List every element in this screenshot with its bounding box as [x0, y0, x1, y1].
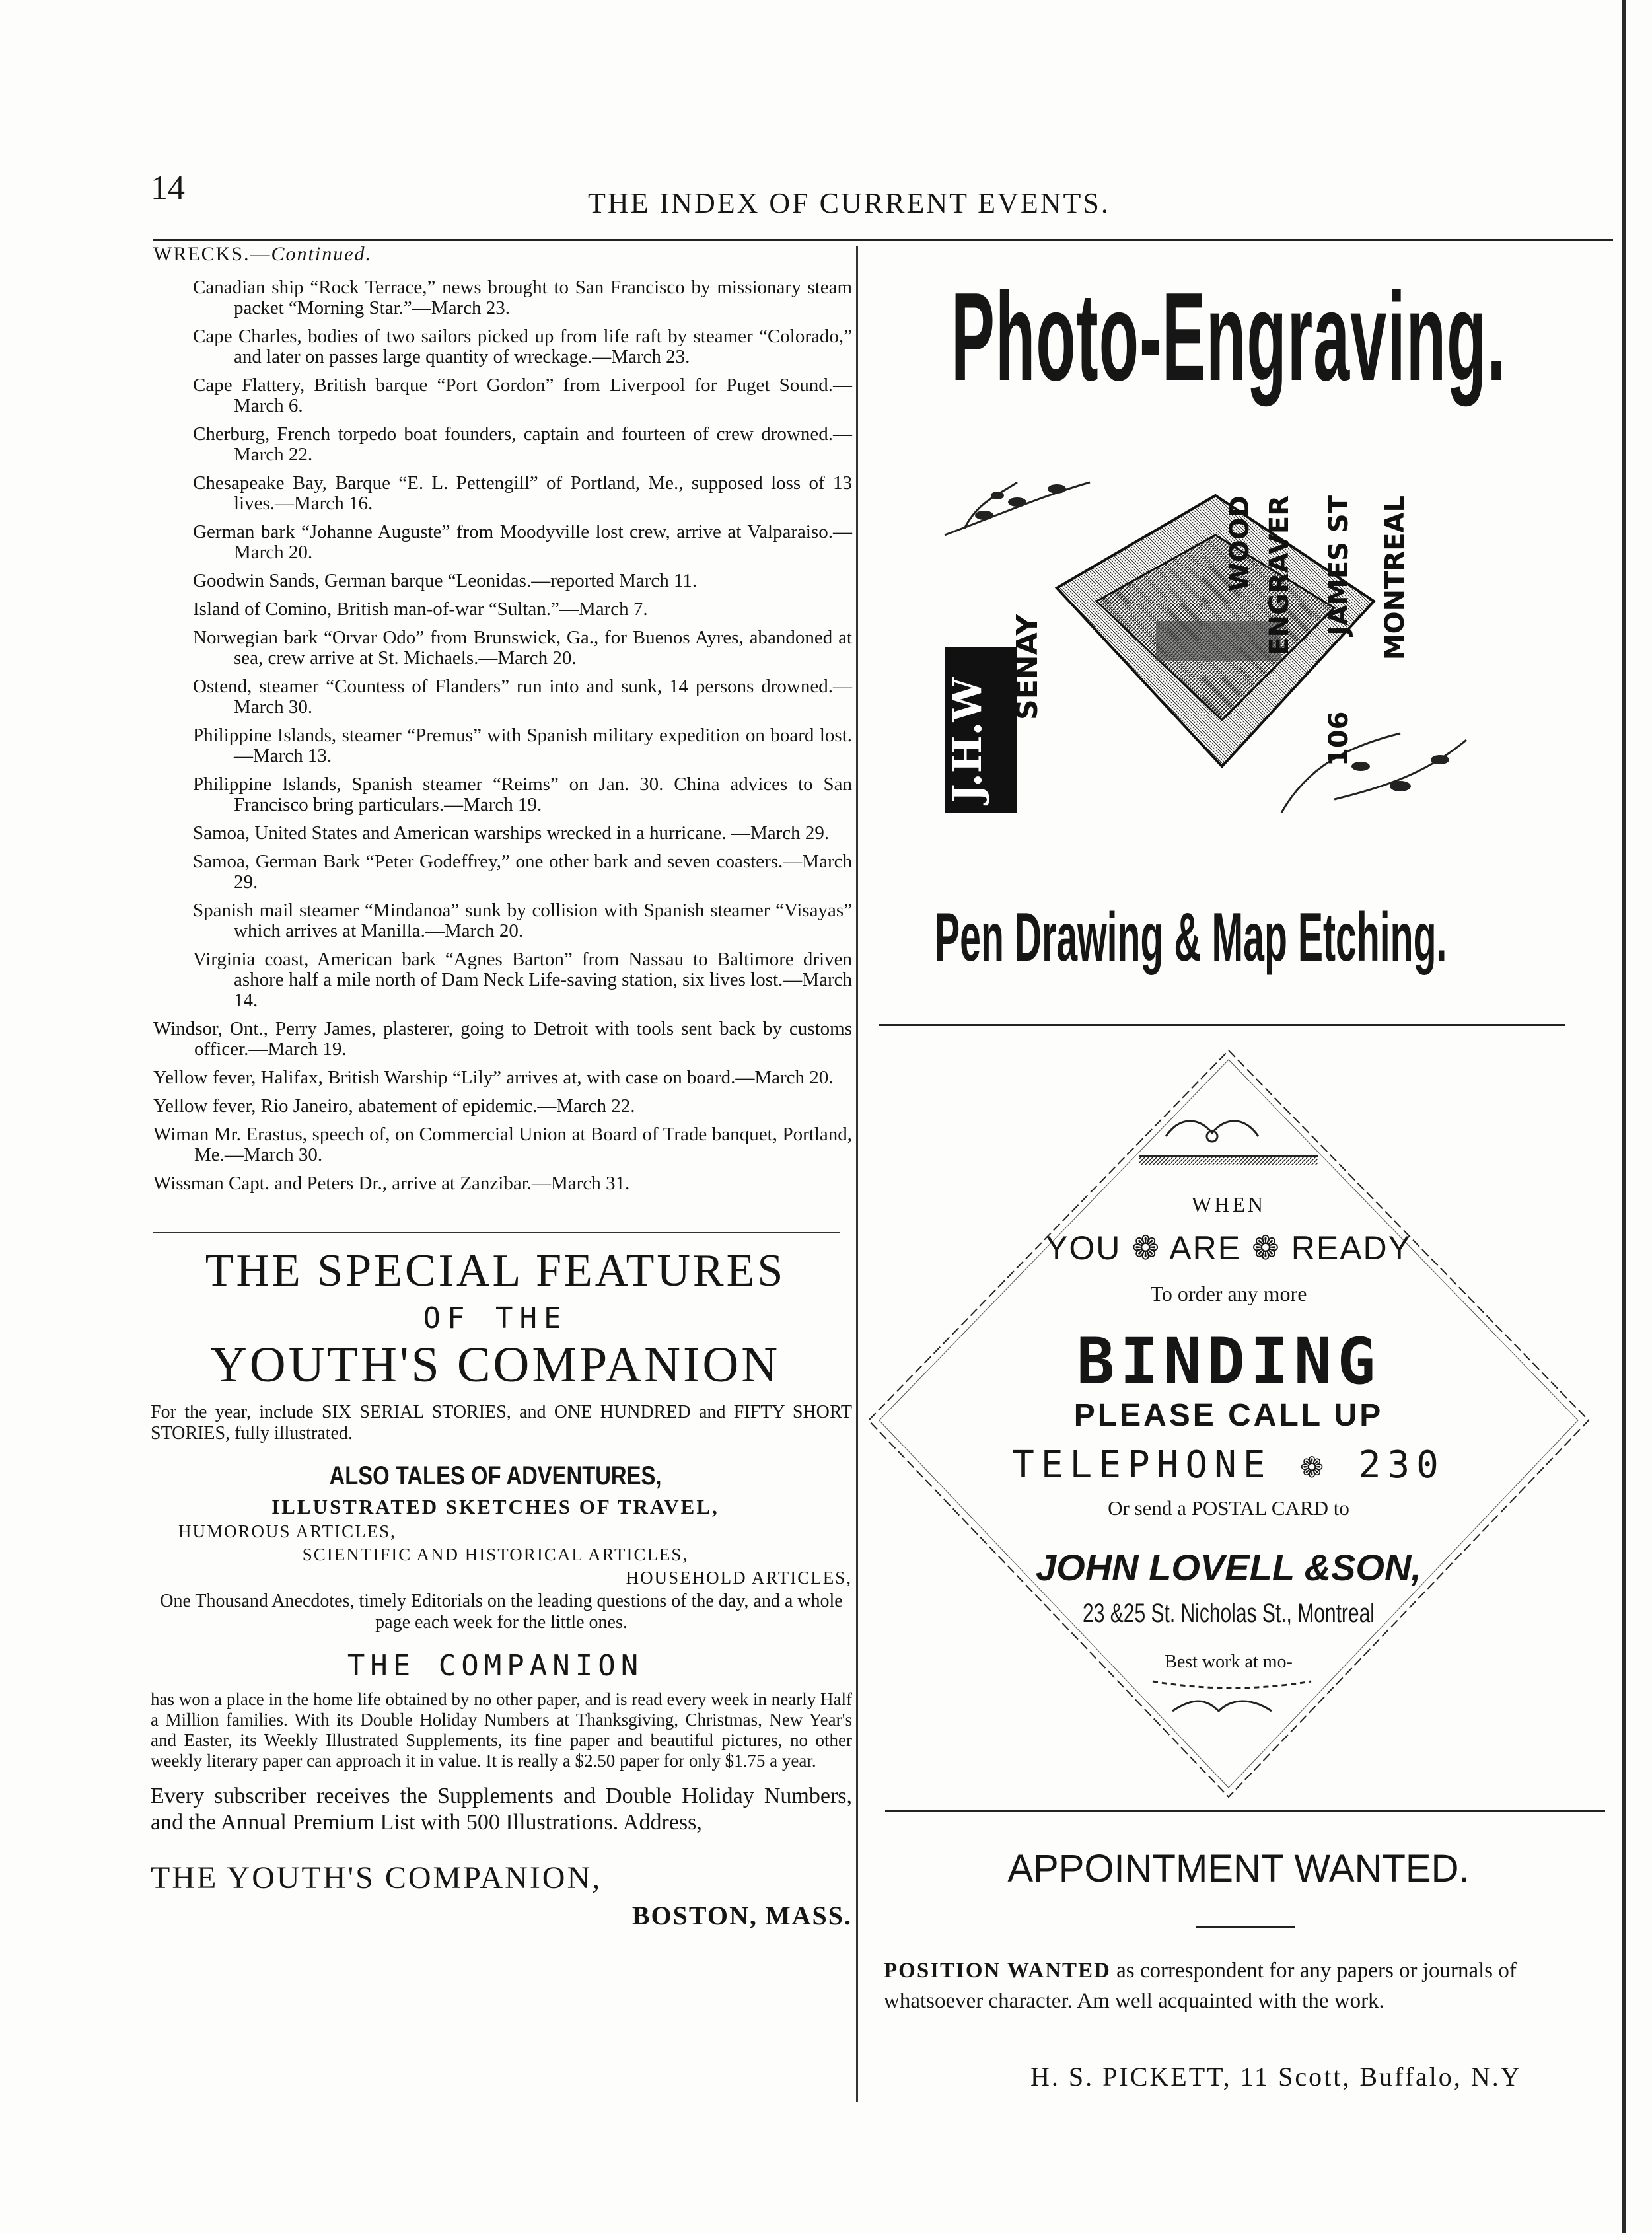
- engraving-text-senay: SENAY: [1011, 614, 1044, 720]
- list-item: Philippine Islands, Spanish steamer “Reims” on Jan. 30. China advices to San Francisco bring particulars.—March 19.: [193, 774, 852, 815]
- binding-address: 23 &25 St. Nicholas St., Montreal: [1083, 1599, 1375, 1628]
- ad-divider-right-1: [879, 1024, 1565, 1026]
- engraving-monogram: J.H.W: [945, 677, 991, 803]
- appointment-signature: H. S. PICKETT, 11 Scott, Buffalo, N.Y: [1030, 2062, 1522, 2092]
- pen-drawing-title: Pen Drawing & Map Etching.: [935, 899, 1447, 976]
- ad-companion-heading: THE COMPANION: [347, 1649, 644, 1683]
- list-item: Goodwin Sands, German barque “Leonidas.—reported March 11.: [193, 570, 698, 591]
- photo-engraving-title: Photo-Engraving.: [951, 267, 1506, 407]
- binding-best-work: Best work at mo-: [1165, 1652, 1293, 1672]
- header-rule: [153, 239, 1613, 241]
- ad-title-line3: YOUTH'S COMPANION: [210, 1337, 781, 1393]
- list-item: German bark “Johanne Auguste” from Moodyville lost crew, arrive at Valparaiso.—March 20.: [193, 521, 852, 563]
- ad-divider-left: [153, 1232, 840, 1233]
- engraving-artwork: [938, 456, 1473, 826]
- youths-companion-ad: [139, 1242, 852, 1931]
- wrecks-label-text: WRECKS.—: [153, 243, 271, 265]
- appointment-rule: [1196, 1926, 1295, 1928]
- engraving-text-engraver: ENGRAVER: [1264, 495, 1295, 655]
- running-title: THE INDEX OF CURRENT EVENTS.: [588, 187, 1110, 219]
- engraving-illustration: [938, 456, 1473, 826]
- binding-when: WHEN: [1192, 1192, 1266, 1216]
- ad-subscriber-text: Every subscriber receives the Supplements and Double Holiday Numbers, and the Annual Premium List with 500 Illustrations. Address,: [151, 1784, 852, 1835]
- binding-send-card: Or send a POSTAL CARD to: [1108, 1496, 1349, 1519]
- column-divider: [856, 246, 858, 2102]
- list-item: Samoa, German Bark “Peter Godeffrey,” one other bark and seven coasters.—March 29.: [193, 851, 852, 893]
- list-item: Cape Flattery, British barque “Port Gordon” from Liverpool for Puget Sound.—March 6.: [193, 375, 852, 416]
- ad-scientific: SCIENTIFIC AND HISTORICAL ARTICLES,: [302, 1545, 689, 1564]
- appointment-title: APPOINTMENT WANTED.: [1007, 1847, 1470, 1890]
- ad-illustrated-sketches: ILLUSTRATED SKETCHES OF TRAVEL,: [271, 1495, 719, 1518]
- appointment-lead: POSITION WANTED: [884, 1959, 1111, 1983]
- appointment-text: as correspondent for any papers or journals of whatsoever character. Am well acquainted with the work.: [884, 1959, 1517, 2013]
- list-item: Canadian ship “Rock Terrace,” news brought to San Francisco by missionary steam packet “Morning Star.”—March 23.: [193, 277, 852, 318]
- ad-household: HOUSEHOLD ARTICLES,: [626, 1568, 852, 1588]
- ad-divider-right-2: [885, 1810, 1605, 1812]
- engraving-text-106: 106: [1324, 711, 1354, 766]
- engraving-text-wood: WOOD: [1225, 495, 1255, 592]
- list-item: Cherburg, French torpedo boat founders, captain and fourteen of crew drowned.—March 22.: [193, 423, 852, 465]
- binding-telephone: TELEPHONE ❁ 230: [1012, 1444, 1445, 1486]
- engraving-text-james-st: JAMES ST: [1324, 495, 1354, 636]
- wrecks-section: [153, 243, 852, 1202]
- page-number: 14: [151, 169, 185, 207]
- list-item: Cape Charles, bodies of two sailors picked up from life raft by steamer “Colorado,” and later on passes large quantity of wreckage.—March 23.: [193, 326, 852, 367]
- ad-companion-body: has won a place in the home life obtained by no other paper, and is read every week in nearly Half a Million families. With its Double Holiday Numbers at Thanksgiving, Christmas, New Year's and Easter, its Weekly Illustrated Supplements, its fine paper and beautiful pictures, no other weekly literary paper can approach it in value. It is really a $2.50 paper for only $1.75 a year.: [151, 1689, 852, 1771]
- page-edge-shadow: [1622, 0, 1626, 2233]
- list-item: Wiman Mr. Erastus, speech of, on Commercial Union at Board of Trade banquet, Portland, Me.—March 30.: [153, 1124, 852, 1165]
- list-item: Philippine Islands, steamer “Premus” with Spanish military expedition on board lost.—March 13.: [193, 725, 852, 766]
- binding-heading: BINDING: [1076, 1325, 1381, 1399]
- list-item: Wissman Capt. and Peters Dr., arrive at Zanzibar.—March 31.: [153, 1173, 630, 1194]
- list-item: Yellow fever, Rio Janeiro, abatement of epidemic.—March 22.: [153, 1095, 635, 1116]
- wrecks-entries: [153, 277, 852, 1194]
- binding-order: To order any more: [1150, 1282, 1307, 1305]
- engraving-text-montreal: MONTREAL: [1380, 495, 1410, 661]
- ad-also-tales: ALSO TALES OF ADVENTURES,: [329, 1461, 662, 1490]
- binding-company: JOHN LOVELL &SON,: [1036, 1547, 1421, 1588]
- binding-please-call: PLEASE CALL UP: [1073, 1398, 1384, 1433]
- ad-title-line2: OF THE: [423, 1301, 568, 1335]
- binding-ready: YOU ❁ ARE ❁ READY: [1045, 1229, 1412, 1266]
- binding-ad: [925, 1044, 1532, 1804]
- ad-address-city: BOSTON, MASS.: [631, 1901, 852, 1930]
- wrecks-label-continued: Continued.: [271, 243, 373, 265]
- ad-intro: For the year, include SIX SERIAL STORIES, and ONE HUNDRED and FIFTY SHORT STORIES, fully illustrated.: [151, 1402, 852, 1444]
- list-item: Island of Comino, British man-of-war “Sultan.”—March 7.: [193, 599, 648, 620]
- ad-address-name: THE YOUTH'S COMPANION,: [151, 1860, 602, 1895]
- list-item: Norwegian bark “Orvar Odo” from Brunswick, Ga., for Buenos Ayres, abandoned at sea, crew arrive at St. Michaels.—March 20.: [193, 627, 852, 669]
- ad-title-line1: THE SPECIAL FEATURES: [205, 1245, 786, 1296]
- appointment-body: [884, 1956, 1591, 2016]
- list-item: Ostend, steamer “Countess of Flanders” run into and sunk, 14 persons drowned.—March 30.: [193, 676, 852, 717]
- list-item: Windsor, Ont., Perry James, plasterer, going to Detroit with tools sent back by customs officer.—March 19.: [153, 1018, 852, 1060]
- list-item: Samoa, United States and American warships wrecked in a hurricane. —March 29.: [193, 823, 830, 844]
- list-item: Virginia coast, American bark “Agnes Barton” from Nassau to Baltimore driven ashore half a mile north of Dam Neck Life-saving station, six lives lost.—March 14.: [193, 949, 852, 1011]
- list-item: Yellow fever, Halifax, British Warship “Lily” arrives at, with case on board.—March 20.: [153, 1067, 834, 1088]
- list-item: Chesapeake Bay, Barque “E. L. Pettengill” of Portland, Me., supposed loss of 13 lives.—March 16.: [193, 472, 852, 514]
- list-item: Spanish mail steamer “Mindanoa” sunk by collision with Spanish steamer “Visayas” which arrives at Manilla.—March 20.: [193, 900, 852, 941]
- wrecks-label: [153, 243, 852, 266]
- ad-anecdotes: One Thousand Anecdotes, timely Editorials on the leading questions of the day, and a whole page each week for the little ones.: [160, 1591, 843, 1632]
- ad-humorous: HUMOROUS ARTICLES,: [178, 1521, 396, 1541]
